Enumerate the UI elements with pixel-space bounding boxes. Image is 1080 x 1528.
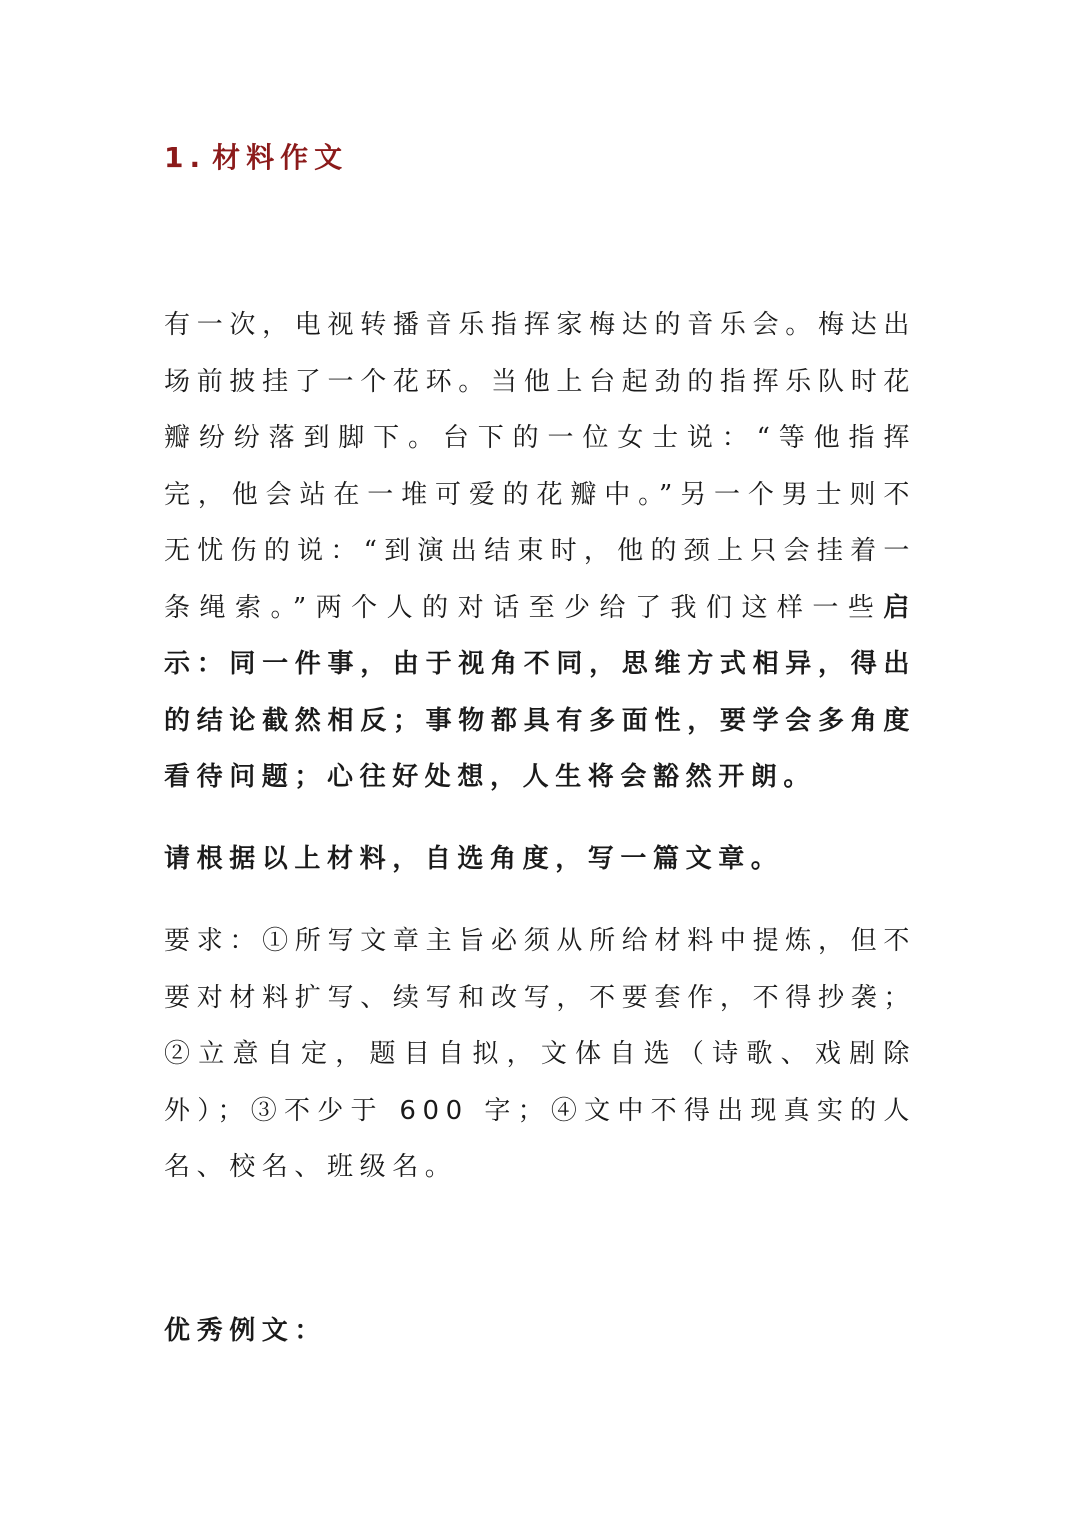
- section-number: 1.: [164, 141, 207, 174]
- requirements-paragraph: [164, 913, 916, 1196]
- sample-essay-label: 优秀例文：: [164, 1316, 328, 1346]
- requirement-2: ②立意自定，题目自拟，文体自选（诗歌、戏剧除外）；: [164, 1039, 916, 1126]
- requirement-3-count: 600: [399, 1095, 469, 1126]
- section-title: 材料作文: [212, 141, 349, 174]
- requirements-label: 要求：: [164, 926, 263, 956]
- writing-instruction: 请根据以上材料，自选角度，写一篇文章。: [164, 844, 784, 874]
- section-heading: [164, 138, 348, 178]
- requirement-3-prefix: ③不少于: [250, 1095, 384, 1126]
- material-text: 有一次，电视转播音乐指挥家梅达的音乐会。梅达出场前披挂了一个花环。当他上台起劲的指挥乐队时花瓣纷纷落到脚下。台下的一位女士说：“等他指挥完，他会站在一堆可爱的花瓣中。”另一个男士则不无忧伤的说：“到演出结束时，他的颈上只会挂着一条绳索。”两个人的对话至少给了我们这样一些: [164, 310, 916, 623]
- requirement-3-suffix: 字；: [484, 1095, 551, 1126]
- material-insight: 启示：同一件事，由于视角不同，思维方式相异，得出的结论截然相反；事物都具有多面性，要学会多角度看待问题；心往好处想，人生将会豁然开朗。: [164, 592, 916, 792]
- material-paragraph: [164, 297, 916, 806]
- requirement-1: ①所写文章主旨必须从所给材料中提炼，但不要对材料扩写、续写和改写，不要套作，不得抄袭；: [164, 926, 916, 1013]
- requirement-4: ④文中不得出现真实的人名、校名、班级名。: [164, 1095, 916, 1182]
